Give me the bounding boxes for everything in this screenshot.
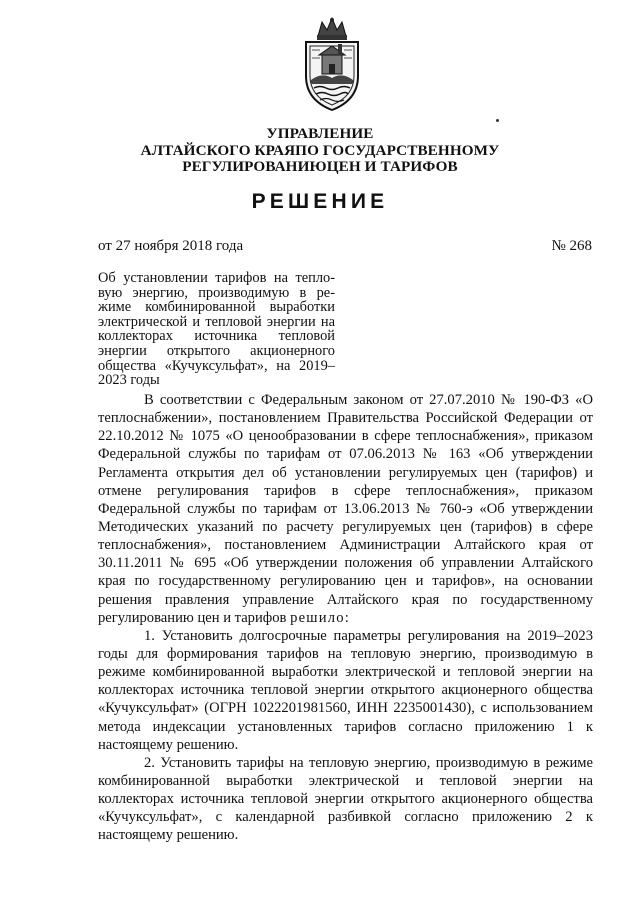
subject-line: общества «Кучуксульфат», на 2019–: [98, 357, 335, 374]
item-1-line: «Кучуксульфат» (ОГРН 1022201981560, ИНН 2235001430), с использованием: [98, 700, 593, 717]
preamble-line: теплоснабжении», постановлением Правительства Российской Федерации от: [98, 410, 593, 427]
preamble-line: Методических указаний по расчету регулируемых цен (тарифов) в сфере: [98, 518, 593, 535]
scan-mark: [496, 119, 499, 122]
item-1-line: 1. Установить долгосрочные параметры регулирования на 2019–2023: [144, 627, 593, 644]
item-1-line: коллекторах источника тепловой энергии открытого акционерного общества: [98, 682, 593, 699]
item-1-line: настоящему решению.: [98, 736, 239, 753]
document-date: от 27 ноября 2018 года: [98, 238, 244, 254]
preamble-closing-line: [98, 609, 593, 627]
item-2-line: настоящему решению.: [98, 827, 239, 844]
issuing-authority: [0, 126, 640, 176]
item-2-line: комбинированной выработки электрической и тепловой энергии на: [98, 772, 593, 789]
preamble-line: решения правления управление Алтайского края по государственному: [98, 591, 593, 608]
altai-krai-coat-of-arms-icon: [298, 14, 366, 114]
authority-line-2: АЛТАЙСКОГО КРАЯПО ГОСУДАРСТВЕННОМУ: [140, 141, 500, 159]
document-type-title: РЕШЕНИЕ: [251, 190, 389, 213]
item-1-line: режиме комбинированной выработки электрической и тепловой энергии на: [98, 664, 593, 681]
preamble-line: края по государственному регулированию цен и тарифов», на основании: [98, 573, 593, 590]
preamble-line: 30.11.2011 № 695 «Об утверждении положения об управлении Алтайского: [98, 555, 593, 572]
preamble-line: В соответствии с Федеральным законом от 27.07.2010 № 190-ФЗ «О: [144, 392, 593, 408]
preamble-line: теплоснабжения», постановлением Администрации Алтайского края от: [98, 537, 593, 554]
subject-line: энергии открытого акционерного: [98, 342, 335, 359]
subject-line: Об установлении тарифов на тепло-: [98, 270, 335, 286]
preamble-line: Регламента открытия дел об установлении регулируемых цен (тарифов) и: [98, 464, 593, 481]
item-1-line: метода индексации установленных тарифов согласно приложению 1 к: [98, 718, 593, 735]
item-2-line: 2. Установить тарифы на тепловую энергию, производимую в режиме: [144, 754, 593, 771]
preamble-line: отмене регулирования тарифов в сфере теплоснабжения», приказом: [98, 482, 593, 499]
item-1-line: годы для формирования тарифов на тепловую энергию, производимую в: [98, 645, 593, 662]
document-body: [98, 391, 593, 845]
item-2-line: коллекторах источника тепловой энергии открытого акционерного общества: [98, 791, 593, 808]
document-number: № 268: [551, 238, 592, 254]
item-2-line: «Кучуксульфат», с календарной разбивкой согласно приложению 2 к: [98, 809, 593, 826]
decided-word: решило:: [290, 609, 350, 626]
subject-line: электрической и тепловой энергии на: [98, 313, 335, 330]
subject-line: жиме комбинированной выработки: [98, 299, 335, 316]
subject-line: вую энергию, производимую в ре-: [98, 284, 335, 301]
preamble-line: 22.10.2012 № 1075 «О ценообразовании в сфере теплоснабжения», приказом: [98, 428, 593, 445]
subject-line: 2023 годы: [98, 372, 160, 389]
preamble-last-text: регулированию цен и тарифов: [98, 609, 287, 626]
subject-line: коллекторах источника тепловой: [98, 328, 335, 345]
preamble-line: Федеральной службы по тарифам от 07.06.2013 № 163 «Об утверждении: [98, 446, 593, 463]
preamble-line: Федеральной службы по тарифам от 13.06.2013 № 760-э «Об утверждении: [98, 500, 593, 517]
authority-line-3: РЕГУЛИРОВАНИЮЦЕН И ТАРИФОВ: [182, 158, 458, 175]
authority-line-1: УПРАВЛЕНИЕ: [266, 125, 374, 142]
document-subject: [98, 271, 335, 388]
